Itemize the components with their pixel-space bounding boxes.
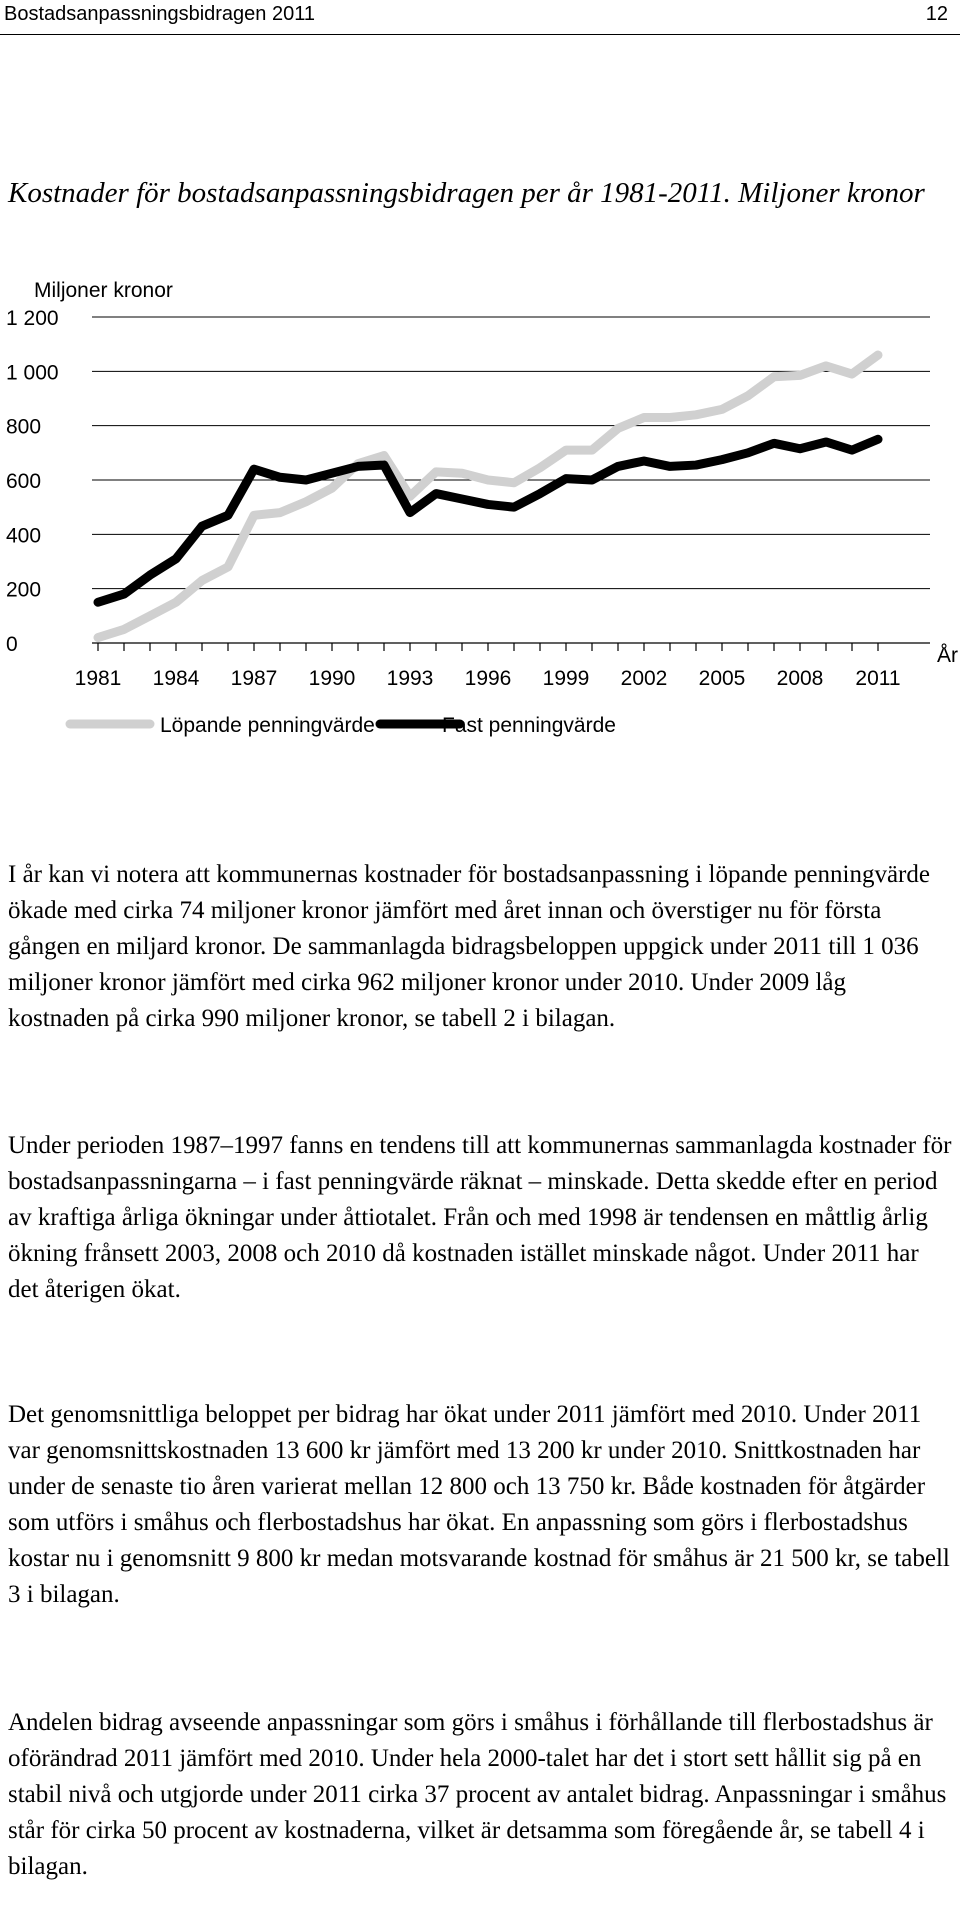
paragraph-4: Andelen bidrag avseende anpassningar som görs i småhus i förhållande till flerbostadshus är oförändrad 2011 jämfört med 2010. Under hela 2000-talet har det i stort sett hållit sig på en stabil nivå och utgjorde under 2011 cirka 37 procent av antalet bidrag. Anpassningar i småhus står för cirka 50 procent av kostnaderna, vilket är detsamma som föregående år, se tabell 4 i bilagan. xyxy=(8,1709,947,1880)
y-tick-label: 200 xyxy=(6,578,42,602)
y-tick-label: 600 xyxy=(6,470,42,493)
legend xyxy=(70,714,616,737)
page-number: 12 xyxy=(925,3,948,25)
axes xyxy=(92,643,930,651)
paragraph-3: Det genomsnittliga beloppet per bidrag har ökat under 2011 jämfört med 2010. Under 2011 var genomsnittskostnaden 13 600 kr jämfört med 13 200 kr under 2010. Snittkostnaden har under de senaste tio åren varierat mellan 12 800 och 13 750 kr. Både kostnaden för åtgärder som utförs i småhus och flerbostadshus har ökat. En anpassning som görs i flerbostadshus kostar nu i genomsnitt 9 800 kr medan motsvarande kostnad för småhus är 21 500 kr, se tabell 3 i bilagan. xyxy=(8,1401,950,1608)
paragraph-2: Under perioden 1987–1997 fanns en tendens till att kommunernas sammanlagda kostnader för bostadsanpassningarna – i fast penningvärde räknat – minskade. Detta skedde efter en period av kraftiga årliga ökningar under åttiotalet. Från och med 1998 är tendensen en måttlig årlig ökning frånsett 2003, 2008 och 2010 då kostnaden istället minskade något. Under 2011 har det återigen ökat. xyxy=(8,1132,952,1303)
page-header xyxy=(0,0,960,35)
report-title: Bostadsanpassningsbidragen 2011 xyxy=(4,3,315,25)
y-tick-label: 0 xyxy=(6,633,18,656)
y-tick-label: 400 xyxy=(6,524,42,548)
x-axis-title: År xyxy=(937,644,958,667)
x-tick-label: 1999 xyxy=(542,667,590,690)
x-tick-label: 2005 xyxy=(698,667,746,690)
legend-label-1: Löpande penningvärde xyxy=(160,714,375,737)
x-tick-label: 2002 xyxy=(620,667,668,690)
y-tick-label: 1 000 xyxy=(6,361,59,385)
x-tick-label: 1984 xyxy=(152,667,200,690)
figure-caption: Kostnader för bostadsanpassningsbidragen per år 1981-2011. Miljoner kronor xyxy=(8,177,925,209)
x-tick-label: 1990 xyxy=(308,667,356,690)
x-tick-label: 1993 xyxy=(386,667,434,690)
x-tick-label: 1996 xyxy=(464,667,512,690)
y-tick-label: 1 200 xyxy=(6,307,59,330)
x-tick-label: 2008 xyxy=(776,667,824,690)
x-tick-label: 2011 xyxy=(855,667,901,690)
gridlines xyxy=(92,317,930,589)
y-axis-title: Miljoner kronor xyxy=(34,279,173,302)
axis-labels xyxy=(6,279,958,690)
x-tick-label: 1987 xyxy=(230,667,278,690)
line-chart xyxy=(0,275,960,745)
legend-label-2: Fast penningvärde xyxy=(442,714,616,737)
y-tick-label: 800 xyxy=(6,415,42,439)
series-lines xyxy=(98,355,878,638)
series-line-1 xyxy=(98,355,878,638)
paragraph-1: I år kan vi notera att kommunernas kostnader för bostadsanpassning i löpande penningvärde ökade med cirka 74 miljoner kronor jämfört med året innan och överstiger nu för första gången en miljard kronor. De sammanlagda bidragsbeloppen uppgick under 2011 till 1 036 miljoner kronor jämfört med cirka 962 miljoner kronor under 2010. Under 2009 låg kostnaden på cirka 990 miljoner kronor, se tabell 2 i bilagan. xyxy=(8,861,930,1032)
x-tick-label: 1981 xyxy=(74,667,122,690)
